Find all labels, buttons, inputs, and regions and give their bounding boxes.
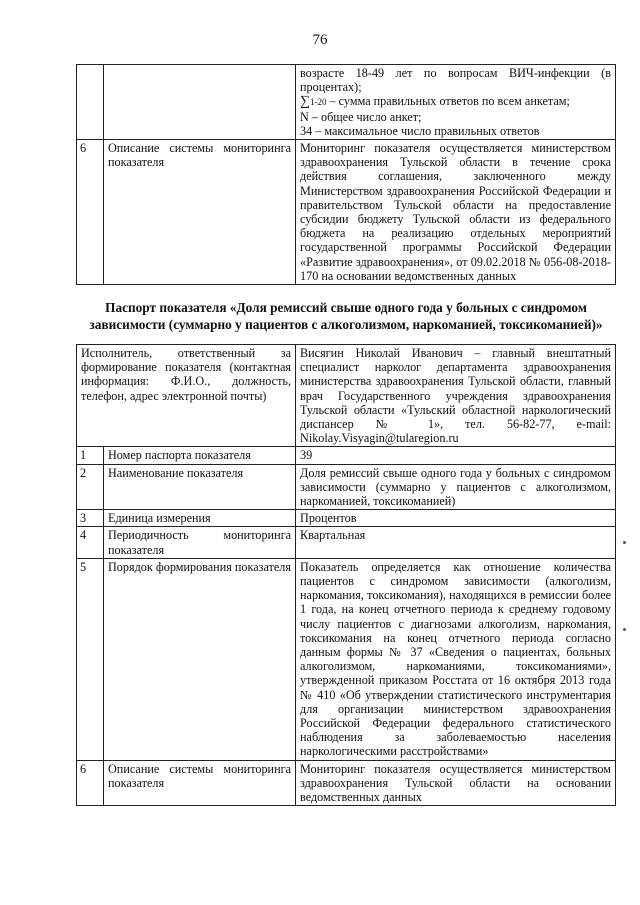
row-label: Описание системы мониторинга показателя	[104, 760, 296, 806]
row-number: 1	[77, 447, 104, 464]
formula-line-3: N – общее число анкет;	[300, 109, 422, 124]
formula-line-4: 34 – максимальное число правильных ответов	[300, 123, 540, 138]
table-row	[77, 527, 616, 558]
row-number: 5	[77, 558, 104, 760]
row-label: Периодичность мониторинга показателя	[104, 527, 296, 558]
section-title: Паспорт показателя «Доля ремиссий свыше одного года у больных с синдромом зависимости (суммарно у пациентов с алкоголизмом, наркоманией, токсикоманией)»	[89, 300, 603, 332]
table-row	[77, 140, 616, 285]
row-label: Единица измерения	[104, 510, 296, 527]
sum-range: 1-20	[309, 97, 327, 108]
row-number: 6	[77, 140, 104, 285]
row-label-cell	[104, 65, 296, 140]
responsible-label: Исполнитель, ответственный за формирование показателя (контактная информация: Ф.И.О., должность, телефон, адрес электронной почты)	[77, 345, 296, 447]
row-number: 3	[77, 510, 104, 527]
formula-line-1: возрасте 18-49 лет по вопросам ВИЧ-инфекции (в процентах);	[300, 66, 611, 95]
row-value: Процентов	[296, 510, 616, 527]
scan-speck	[623, 541, 626, 544]
table-row	[77, 760, 616, 806]
row-value: Показатель определяется как отношение количества пациентов с синдромом зависимости (алкоголизм, наркомания, токсикомания), находящихся в ремиссии более 1 года, на конец отчетного периода к среднему годовому числу пациентов с диагнозами алкоголизм, наркомания, токсикомания на конец отчетного периода согласно данным формы № 37 «Сведения о пациентах, больных алкоголизмом, наркоманиями, токсикоманиями», утвержденной приказом Росстата от 16 октября 2013 года № 410 «Об утверждении статистического инструментария для организации министерством здравоохранения Российской Федерации федерального статистического наблюдения за заболеваемостью населения наркологическими расстройствами»	[296, 558, 616, 760]
row-value: 39	[296, 447, 616, 464]
row-value: Квартальная	[296, 527, 616, 558]
row-value-cell	[296, 65, 616, 140]
row-value: Мониторинг показателя осуществляется министерством здравоохранения Тульской области на основании ведомственных данных	[296, 760, 616, 806]
table-row-header	[77, 345, 616, 447]
passport-table-continued	[76, 64, 616, 285]
formula-line-2-text: – сумма правильных ответов по всем анкетам;	[329, 94, 570, 109]
table-row	[77, 510, 616, 527]
row-label: Описание системы мониторинга показателя	[104, 140, 296, 285]
table-row	[77, 464, 616, 510]
table-row	[77, 65, 616, 140]
row-number: 2	[77, 464, 104, 510]
row-value: Мониторинг показателя осуществляется министерством здравоохранения Тульской области в течение срока действия соглашения, заключенного между Министерством здравоохранения Российской Федерации и правительством Тульской области на предоставление субсидии бюджету Тульской области из федерального бюджета на реализацию отдельных мероприятий государственной программы Российской Федерации «Развитие здравоохранения», от 09.02.2018 № 056-08-2018-170 на основании ведомственных данных	[296, 140, 616, 285]
sum-symbol: ∑	[300, 94, 310, 110]
row-value: Доля ремиссий свыше одного года у больных с синдромом зависимости (суммарно у пациентов с алкоголизмом, наркоманией, токсикоманией)	[296, 464, 616, 510]
row-label: Номер паспорта показателя	[104, 447, 296, 464]
row-label: Порядок формирования показателя	[104, 558, 296, 760]
row-number-cell	[77, 65, 104, 140]
table-row	[77, 447, 616, 464]
scan-speck	[623, 628, 626, 631]
page-number: 76	[312, 32, 328, 48]
responsible-value: Висягин Николай Иванович – главный внештатный специалист нарколог департамента здравоохранения министерства здравоохранения Тульской области, главный врач Государственного учреждения здравоохранения Тульской области «Тульский областной наркологический диспансер № 1», тел. 56-82-77, e-mail: Nikolay.Visyagin@tularegion.ru	[296, 345, 616, 447]
table-row	[77, 558, 616, 760]
formula-line-2	[300, 94, 611, 109]
passport-table	[76, 344, 616, 806]
row-number: 4	[77, 527, 104, 558]
row-number: 6	[77, 760, 104, 806]
row-label: Наименование показателя	[104, 464, 296, 510]
